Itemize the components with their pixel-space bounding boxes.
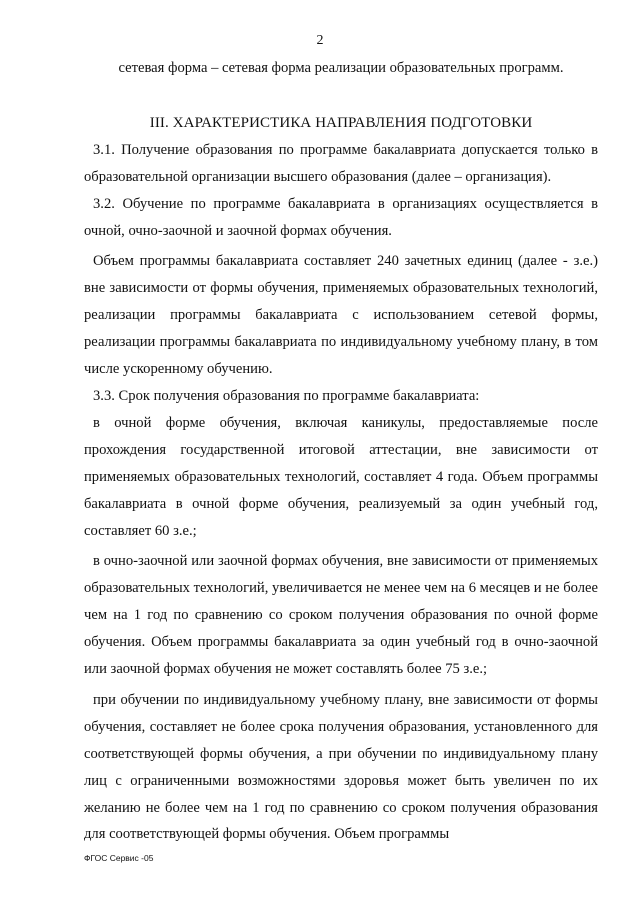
intro-line: сетевая форма – сетевая форма реализации образовательных программ. (118, 60, 564, 76)
paragraph-3-3: 3.3. Срок получения образования по программе бакалавриата: (93, 387, 480, 404)
footer-label: ФГОС Сервис -05 (84, 853, 154, 863)
page-number: 2 (316, 33, 324, 48)
paragraph-parttime: в очно-заочной или заочной формах обучения, вне зависимости от применяемых образовательных технологий, увеличивается не менее чем на 6 месяцев и не более чем на 1 год по сравнению со сроком получения образования по очной форме обучения. Объем программы бакалавриата за один учебный год в очно-заочной или заочной формах обучения не может составлять более 75 з.е.; (84, 553, 598, 678)
section-heading: III. ХАРАКТЕРИСТИКА НАПРАВЛЕНИЯ ПОДГОТОВКИ (149, 114, 533, 131)
paragraph-fulltime: в очной форме обучения, включая каникулы, предоставляемые после прохождения государственной итоговой аттестации, вне зависимости от применяемых образовательных технологий, составляет 4 года. Объем программы бакалавриата в очной форме обучения, реализуемый за один учебный год, составляет 60 з.е.; (84, 414, 598, 539)
document-body (84, 55, 598, 848)
paragraph-3-1: 3.1. Получение образования по программе бакалавриата допускается только в образовательной организации высшего образования (далее – организация). (84, 141, 598, 185)
paragraph-volume: Объем программы бакалавриата составляет 240 зачетных единиц (далее - з.е.) вне зависимости от формы обучения, применяемых образовательных технологий, реализации программы бакалавриата с использованием сетевой формы, реализации программы бакалавриата по индивидуальному учебному плану, в том числе ускоренному обучению. (84, 253, 598, 378)
paragraph-3-2: 3.2. Обучение по программе бакалавриата в организациях осуществляется в очной, очно-заочной и заочной формах обучения. (84, 195, 598, 239)
paragraph-individual: при обучении по индивидуальному учебному плану, вне зависимости от формы обучения, составляет не более срока получения образования, установленного для соответствующей формы обучения, а при обучении по индивидуальному плану лиц с ограниченными возможностями здоровья может быть увеличен по их желанию не более чем на 1 год по сравнению со сроком получения образования для соответствующей формы обучения. Объем программы (84, 691, 598, 843)
